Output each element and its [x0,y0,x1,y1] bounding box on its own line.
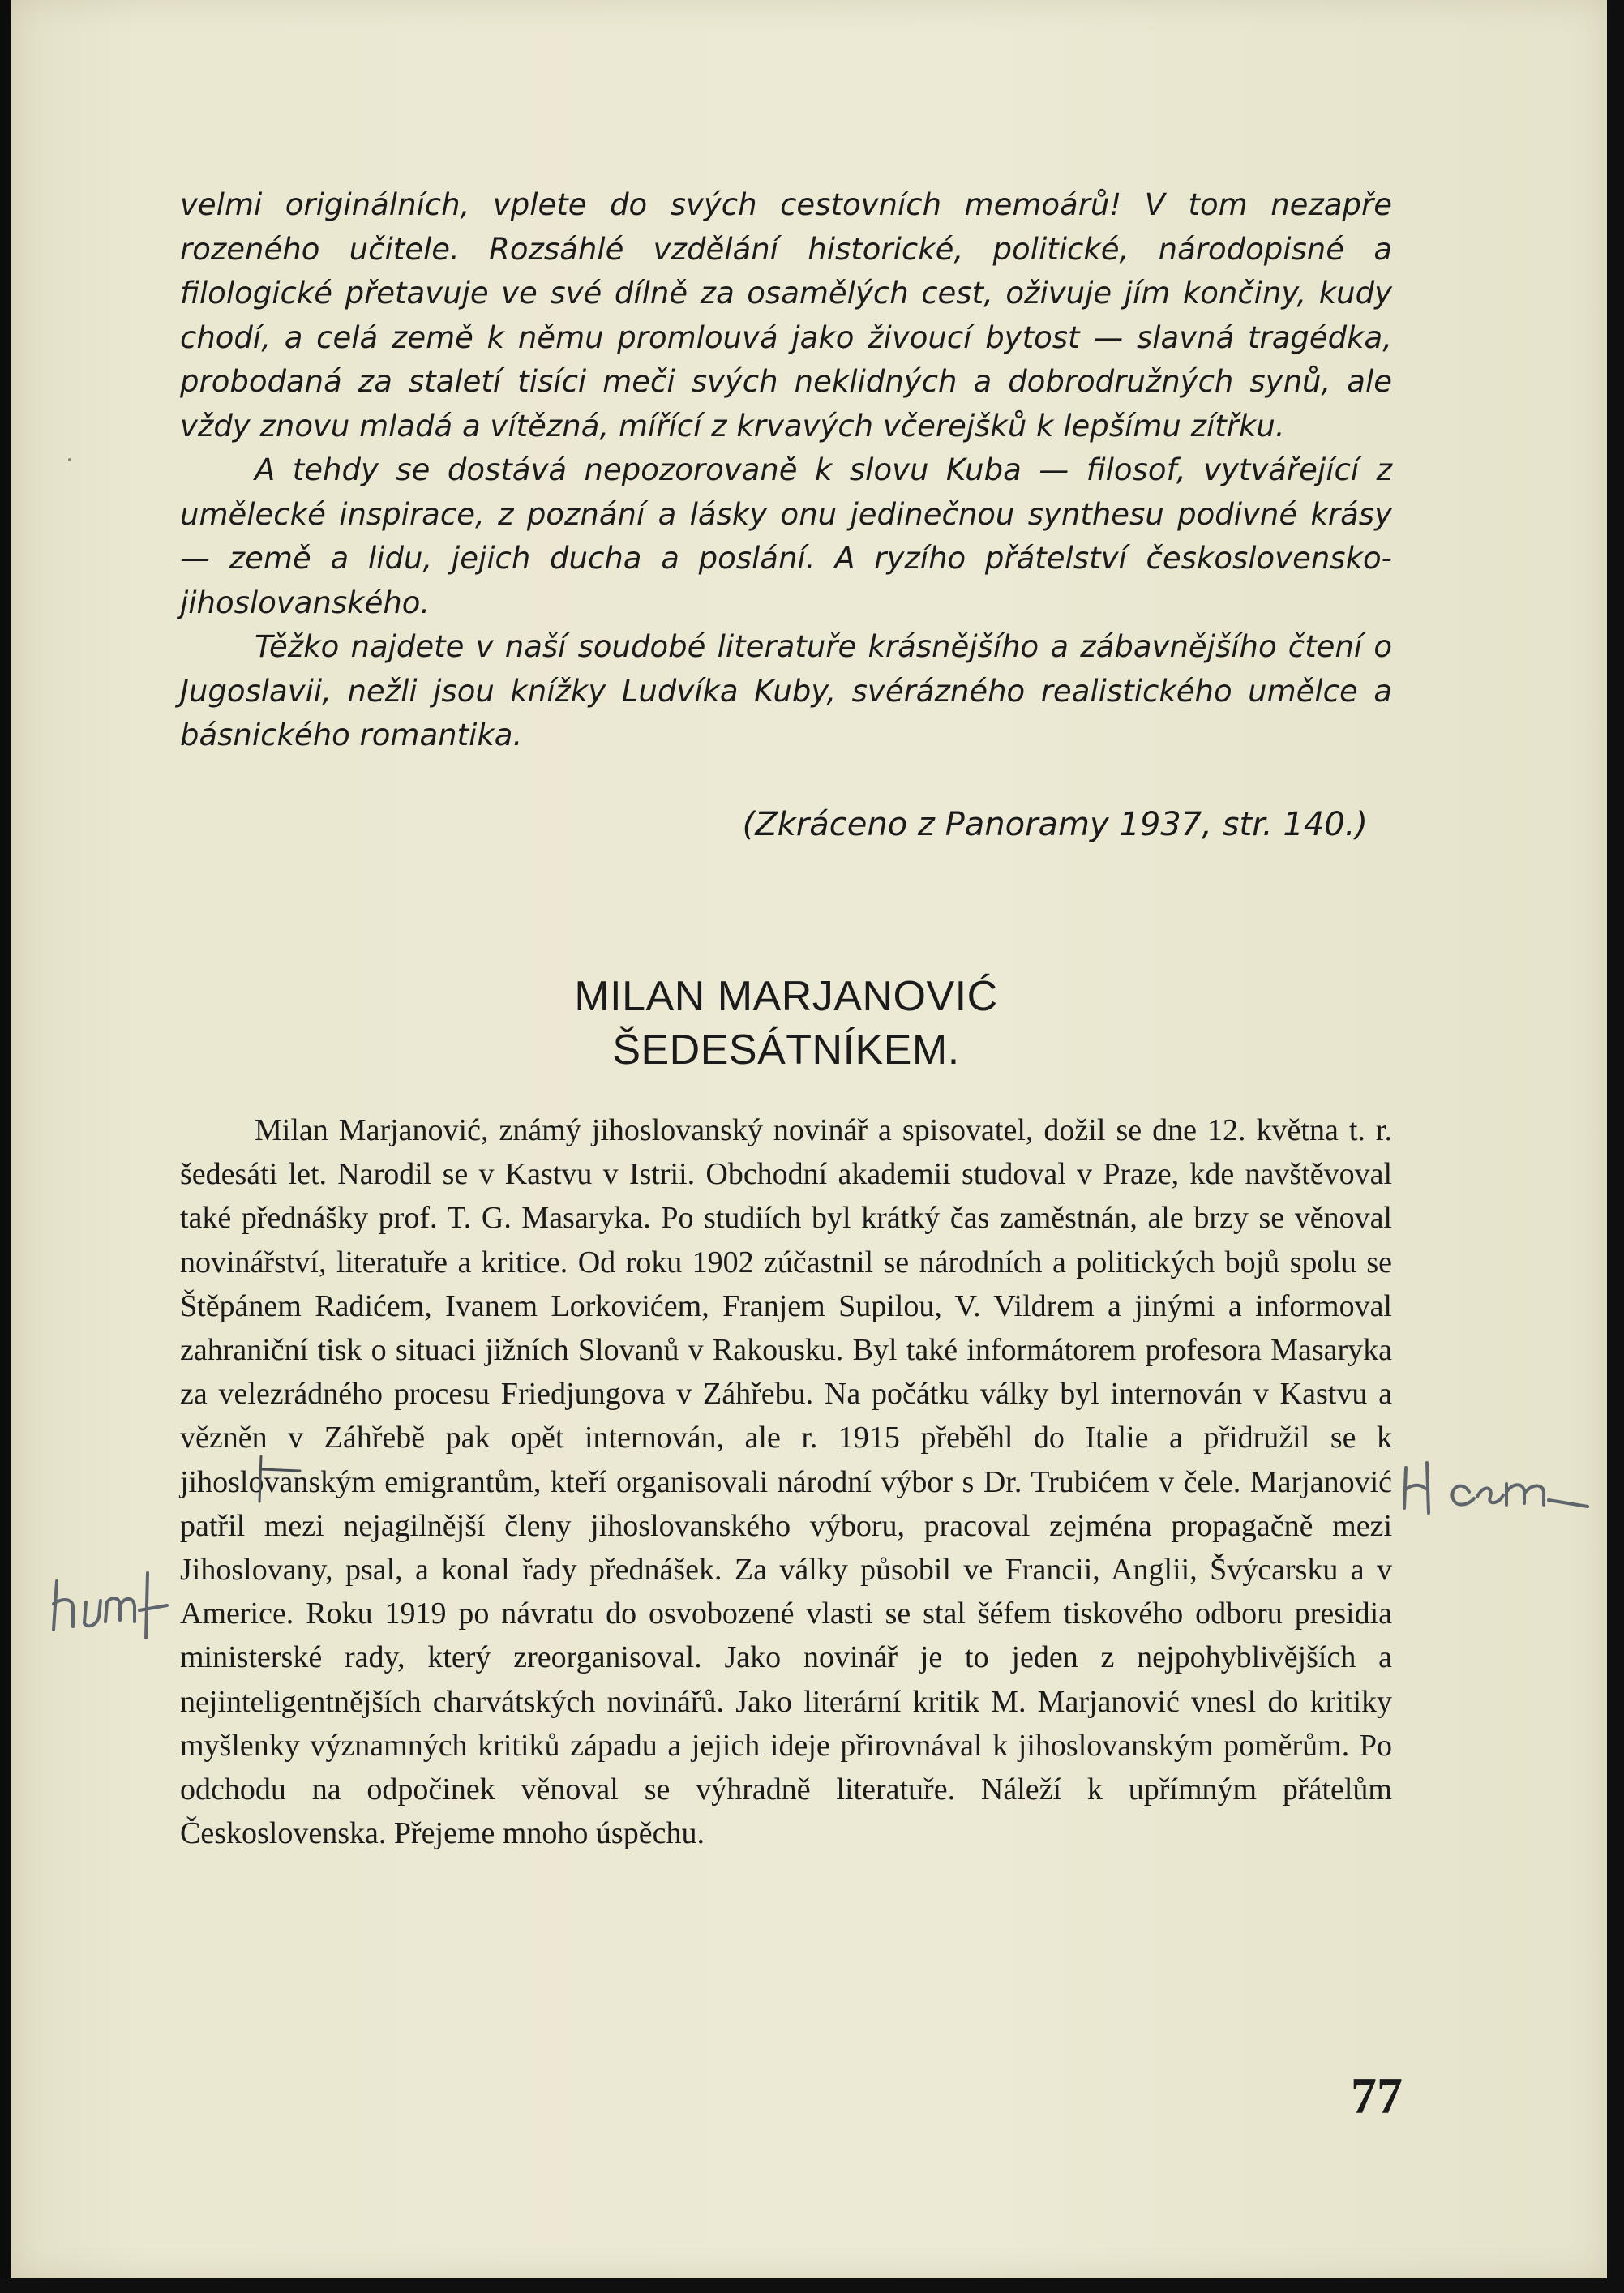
article-title [180,970,1392,1077]
left-margin-handwriting [45,1557,208,1646]
article-title-line-2: ŠEDESÁTNÍKEM. [612,1026,960,1074]
page-bottom-edge [0,2278,1624,2293]
right-margin-handwriting [1396,1451,1607,1524]
article-title-line-1: MILAN MARJANOVIĆ [574,973,998,1020]
article-paragraph: Milan Marjanović, známý jihoslovanský novinář a spisovatel, dožil se dne 12. května t. r. šedesáti let. Narodil se v Kastvu v Istrii. Obchodní akademii studoval v Praze, kde navštěvoval také přednášky prof. T. G. Masaryka. Po studiích byl krátký čas zaměstnán, ale brzy se věnoval novinářství, literatuře a kritice. Od roku 1902 zúčastnil se národních a politických bojů spolu se Štěpánem Radićem, Ivanem Lorkovićem, Franjem Supilou, V. Vildrem a jinými a informoval zahraniční tisk o situaci jižních Slovanů v Rakousku. Byl také informátorem profesora Masaryka za velezrádného procesu Friedjungova v Záhřebu. Na počátku války byl internován v Kastvu a vězněn v Záhřebě pak opět internován, ale r. 1915 přeběhl do Italie a přidružil se k jihoslovanským emigrantům, kteří organisovali národní výbor s Dr. Trubićem v čele. Marjanović patřil mezi nejagilnější členy jihoslovanského výboru, pracoval zejména propagačně mezi Jihoslovany, psal, a konal řady přednášek. Za války působil ve Francii, Anglii, Švýcarsku a v Americe. Roku 1919 po návratu do osvobozené vlasti se stal šéfem tiskového odboru presidia ministerské rady, který zreorganisoval. Jako novinář je to jeden z nejpohyblivějších a nejinteligentnějších charvátských novinářů. Jako literární kritik M. Marjanović vnesl do kritiky myšlenky významných kritiků západu a jejich ideje přirovnával k jihoslovanským poměrům. Po odchodu na odpočinek věnoval se výhradně literatuře. Náleží k upřímným přátelům Československa. Přejeme mnoho úspěchu. [180,1113,1392,1851]
article-body [180,1108,1392,1855]
page-right-edge [1607,0,1624,2293]
page-number: 77 [1351,2067,1403,2124]
quote-paragraph-2: A tehdy se dostává nepozorovaně k slovu Kuba — filosof, vytvářející z umělecké inspirace, z poznání a lásky onu jedinečnou synthesu podivné krásy — země a lidu, jejich ducha a poslání. A ryzího přátelství československo-jihoslovanského. [180,452,1392,620]
quote-paragraph-1: velmi originálních, vplete do svých cestovních memoárů! V tom nezapře rozeného učitele. Rozsáhlé vzdělání historické, politické, národopisné a filologické přetavuje ve své dílně za osamělých cest, oživuje jím končiny, kudy chodí, a celá země k němu promlouvá jako živoucí bytost — slavná tragédka, probodaná za staletí tisíci meči svých neklidných a dobrodružných synů, ale vždy znovu mladá a vítězná, mířící z krvavých včerejšků k lepšímu zítřku. [180,187,1392,444]
quote-section [180,183,1392,758]
book-spine-edge [0,0,11,2293]
quote-source: (Zkráceno z Panoramy 1937, str. 140.) [742,806,1368,843]
quote-paragraph-3: Těžko najdete v naší soudobé literatuře krásnějšího a zábavnějšího čtení o Jugoslavii, nežli jsou knížky Ludvíka Kuby, svérázného realistického umělce a básnického romantika. [180,629,1392,752]
pencil-correction-mark [243,1451,308,1508]
paper-speck [68,458,71,461]
